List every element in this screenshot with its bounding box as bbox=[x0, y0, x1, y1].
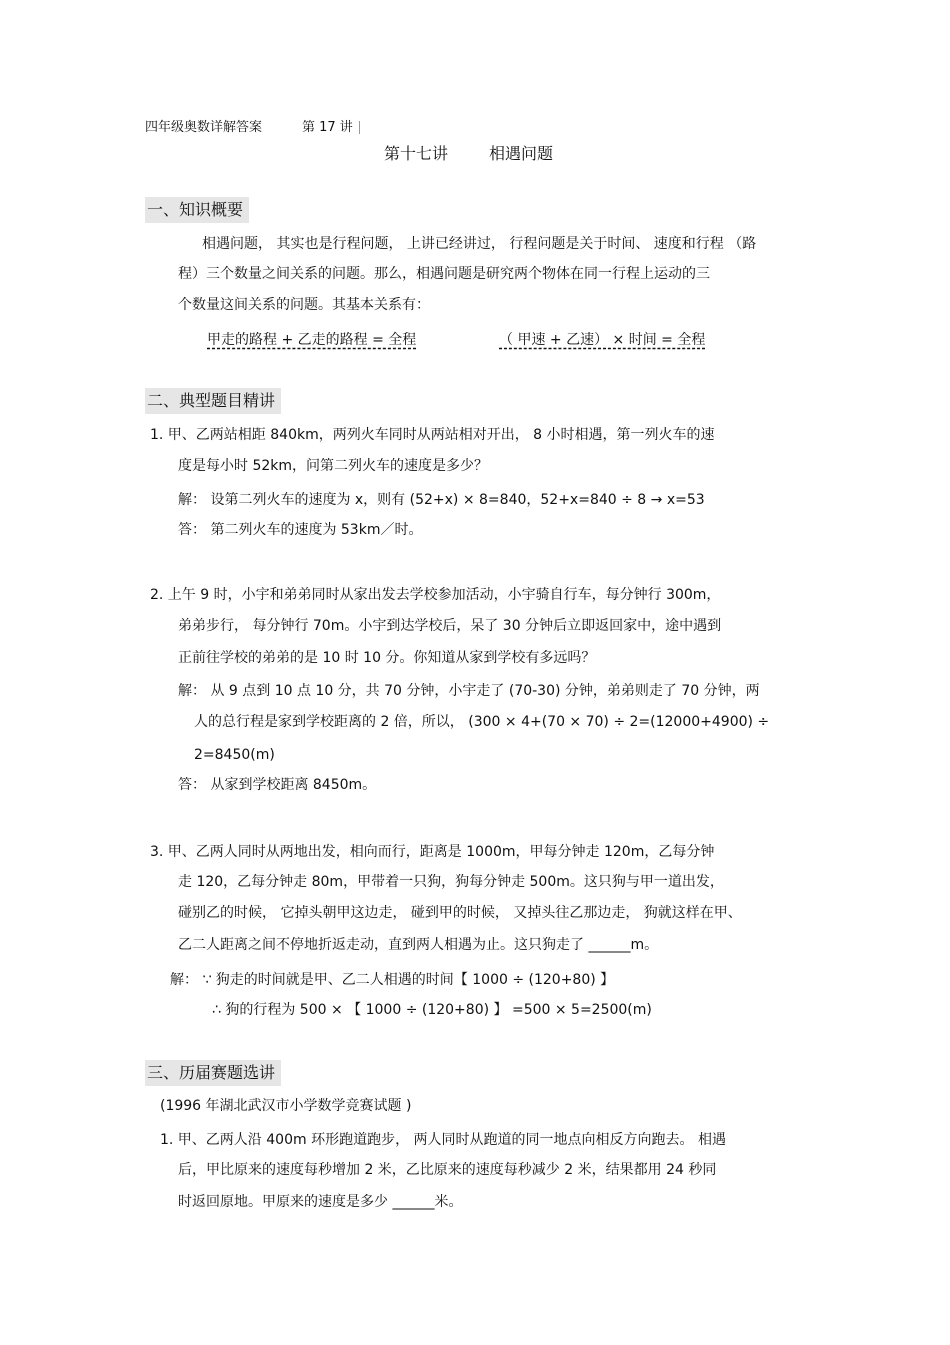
contest-problem1-line-3: 时返回原地。甲原来的速度是多少 ______米。 bbox=[178, 1194, 463, 1210]
problem2-solution-1: 解： 从 9 点到 10 点 10 分，共 70 分钟，小宇走了 (70-30) 分钟，弟弟则走了 70 分钟，两 bbox=[178, 683, 760, 699]
problem2-line-2: 弟弟步行， 每分钟行 70m。小宇到达学校后，呆了 30 分钟后立即返回家中，途中遇到 bbox=[178, 618, 722, 634]
header-lecture: 第 17 讲 bbox=[302, 121, 360, 134]
problem1-solution: 解： 设第二列火车的速度为 x，则有 (52+x) × 8=840，52+x=840 ÷ 8 → x=53 bbox=[178, 492, 705, 508]
problem2-line-3: 正前往学校的弟弟的是 10 时 10 分。你知道从家到学校有多远吗？ bbox=[178, 650, 596, 666]
problem1-answer: 答： 第二列火车的速度为 53km／时。 bbox=[178, 522, 423, 538]
problem3-line-4: 乙二人距离之间不停地折返走动，直到两人相遇为止。这只狗走了 ______m。 bbox=[178, 937, 659, 953]
formula-distance-sum: 甲走的路程 + 乙走的路程 = 全程 bbox=[207, 332, 417, 348]
problem1-line-1: 1. 甲、乙两站相距 840km，两列火车同时从两站相对开出， 8 小时相遇，第一列火车的速 bbox=[150, 427, 715, 443]
formula-speed-time: （ 甲速 + 乙速） × 时间 = 全程 bbox=[499, 332, 706, 348]
contest-problem1-line-2: 后，甲比原来的速度每秒增加 2 米，乙比原来的速度每秒减少 2 米，结果都用 24 秒同 bbox=[178, 1162, 717, 1178]
header-course: 四年级奥数详解答案 bbox=[145, 120, 263, 135]
section-heading-examples: 二、典型题目精讲 bbox=[145, 388, 281, 414]
problem3-line-3: 碰别乙的时候， 它掉头朝甲这边走， 碰到甲的时候， 又掉头往乙那边走， 狗就这样在甲、 bbox=[178, 905, 742, 921]
problem1-line-2: 度是每小时 52km，问第二列火车的速度是多少？ bbox=[178, 458, 489, 474]
problem3-line-1: 3. 甲、乙两人同时从两地出发，相向而行，距离是 1000m，甲每分钟走 120m，乙每分钟 bbox=[150, 844, 715, 860]
section-heading-knowledge: 一、知识概要 bbox=[145, 197, 249, 223]
problem3-solution-2: ∴ 狗的行程为 500 × 【 1000 ÷ (120+80) 】 =500 × 5=2500(m) bbox=[212, 1002, 652, 1018]
problem2-solution-2: 人的总行程是家到学校距离的 2 倍，所以， (300 × 4+(70 × 70) ÷ 2=(12000+4900) ÷ bbox=[194, 714, 770, 730]
knowledge-line-1: 相遇问题， 其实也是行程问题， 上讲已经讲过， 行程问题是关于时间、 速度和行程 （路 bbox=[202, 236, 757, 252]
knowledge-line-3: 个数量这间关系的问题。其基本关系有： bbox=[178, 297, 430, 313]
title-topic: 相遇问题 bbox=[489, 144, 554, 163]
problem2-solution-3: 2=8450(m) bbox=[194, 747, 275, 763]
problem2-line-1: 2. 上午 9 时，小宇和弟弟同时从家出发去学校参加活动，小宇骑自行车，每分钟行 300m， bbox=[150, 587, 721, 603]
section-heading-contest: 三、历届赛题选讲 bbox=[145, 1060, 281, 1086]
title-number: 第十七讲 bbox=[384, 144, 449, 163]
contest-problem1-line-1: 1. 甲、乙两人沿 400m 环形跑道跑步， 两人同时从跑道的同一地点向相反方向跑去。 相遇 bbox=[160, 1132, 726, 1148]
problem3-solution-1: 解： ∵ 狗走的时间就是甲、乙二人相遇的时间【 1000 ÷ (120+80) 】 bbox=[170, 972, 615, 988]
contest-source: (1996 年湖北武汉市小学数学竞赛试题 ) bbox=[160, 1098, 412, 1114]
problem3-line-2: 走 120，乙每分钟走 80m，甲带着一只狗，狗每分钟走 500m。这只狗与甲一道出发， bbox=[178, 874, 724, 890]
knowledge-line-2: 程）三个数量之间关系的问题。那么，相遇问题是研究两个物体在同一行程上运动的三 bbox=[178, 266, 710, 282]
problem2-answer: 答： 从家到学校距离 8450m。 bbox=[178, 777, 377, 793]
